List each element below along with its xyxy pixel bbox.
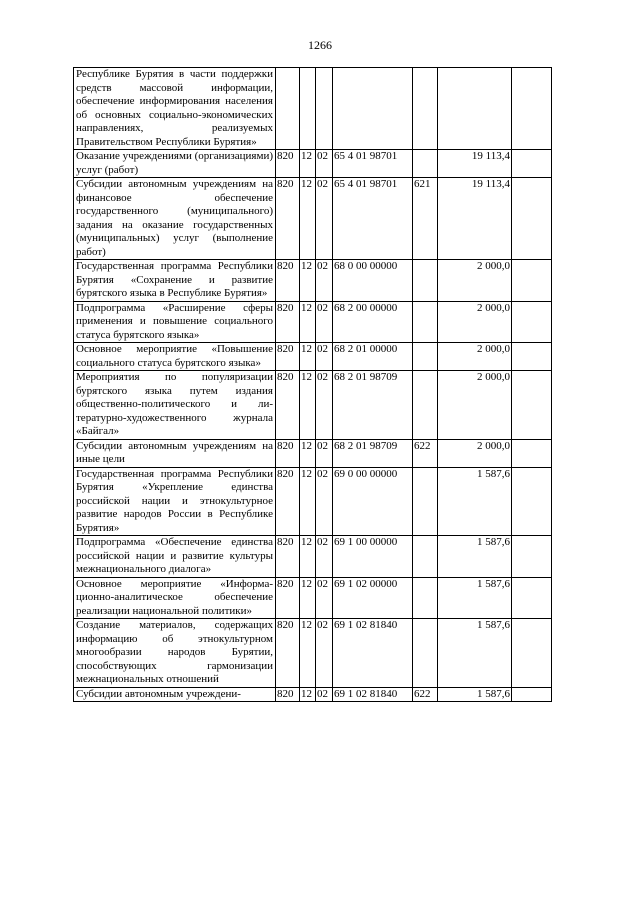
row-section-code: 12 (300, 178, 316, 260)
row-ved-code: 820 (276, 619, 300, 688)
row-extra-cell (512, 577, 552, 619)
row-section-code: 12 (300, 619, 316, 688)
table-row (74, 301, 552, 343)
table-row (74, 439, 552, 467)
row-name: Субсидии автономным учреждениям на финансовое обеспечение государственного (муниципального) задания на оказание государственных (муниципальных) услуг (выполнение работ) (74, 178, 276, 260)
row-extra-cell (512, 68, 552, 150)
row-ved-code: 820 (276, 439, 300, 467)
row-name: Основное мероприятие «Повышение социального статуса бурятского языка» (74, 343, 276, 371)
row-target-article (333, 68, 413, 150)
row-section-code: 12 (300, 467, 316, 536)
row-subsection-code: 02 (316, 343, 333, 371)
row-amount: 1 587,6 (438, 536, 512, 578)
row-subsection-code: 02 (316, 260, 333, 302)
table-row (74, 467, 552, 536)
row-expense-type (413, 577, 438, 619)
row-ved-code: 820 (276, 260, 300, 302)
row-name: Субсидии автономным учреждениям на иные цели (74, 439, 276, 467)
table-row (74, 178, 552, 260)
row-ved-code: 820 (276, 577, 300, 619)
row-target-article: 69 1 02 81840 (333, 619, 413, 688)
table-row (74, 619, 552, 688)
row-extra-cell (512, 619, 552, 688)
row-extra-cell (512, 301, 552, 343)
row-subsection-code (316, 68, 333, 150)
row-expense-type (413, 68, 438, 150)
row-amount: 19 113,4 (438, 178, 512, 260)
table-row (74, 260, 552, 302)
row-subsection-code: 02 (316, 150, 333, 178)
row-target-article: 69 1 00 00000 (333, 536, 413, 578)
row-name: Республике Бурятия в части поддержки средств массовой информации, обеспечение информирования населения об основных социально-экономических направлениях, реализуемых Правительством Республики Бурятия» (74, 68, 276, 150)
row-expense-type (413, 619, 438, 688)
row-ved-code: 820 (276, 536, 300, 578)
row-expense-type: 621 (413, 178, 438, 260)
row-expense-type (413, 301, 438, 343)
row-section-code: 12 (300, 577, 316, 619)
row-target-article: 68 2 01 00000 (333, 343, 413, 371)
row-section-code: 12 (300, 301, 316, 343)
row-amount: 1 587,6 (438, 467, 512, 536)
row-ved-code: 820 (276, 371, 300, 440)
row-section-code: 12 (300, 371, 316, 440)
row-ved-code: 820 (276, 150, 300, 178)
row-name: Подпрограмма «Обеспечение единства российской нации и развитие культуры межнационального диалога» (74, 536, 276, 578)
row-name: Оказание учреждениями (организациями) услуг (работ) (74, 150, 276, 178)
row-subsection-code: 02 (316, 439, 333, 467)
row-name: Государственная программа Республики Бурятия «Сохранение и развитие бурятского языка в Республике Бурятия» (74, 260, 276, 302)
row-target-article: 69 0 00 00000 (333, 467, 413, 536)
table-row (74, 150, 552, 178)
row-section-code: 12 (300, 687, 316, 702)
row-amount: 2 000,0 (438, 371, 512, 440)
table-row (74, 687, 552, 702)
row-subsection-code: 02 (316, 371, 333, 440)
row-target-article: 68 2 00 00000 (333, 301, 413, 343)
row-name: Подпрограмма «Расширение сферы применения и повышение социального статуса бурятского языка» (74, 301, 276, 343)
row-name: Субсидии автономным учреждени- (74, 687, 276, 702)
row-subsection-code: 02 (316, 619, 333, 688)
row-expense-type (413, 260, 438, 302)
row-section-code: 12 (300, 343, 316, 371)
table-row (74, 371, 552, 440)
row-ved-code: 820 (276, 343, 300, 371)
row-amount: 1 587,6 (438, 619, 512, 688)
row-extra-cell (512, 260, 552, 302)
row-subsection-code: 02 (316, 178, 333, 260)
row-expense-type (413, 536, 438, 578)
row-ved-code (276, 68, 300, 150)
row-section-code: 12 (300, 150, 316, 178)
budget-table (73, 67, 552, 702)
row-target-article: 68 2 01 98709 (333, 439, 413, 467)
row-amount: 1 587,6 (438, 687, 512, 702)
row-amount: 2 000,0 (438, 343, 512, 371)
row-extra-cell (512, 439, 552, 467)
row-ved-code: 820 (276, 301, 300, 343)
row-name: Государственная программа Республики Бурятия «Укрепление единства российской нации и этнокультурное развитие народов России в Республике Бурятия» (74, 467, 276, 536)
page-number: 1266 (308, 38, 332, 52)
table-row (74, 68, 552, 150)
row-target-article: 69 1 02 81840 (333, 687, 413, 702)
row-extra-cell (512, 150, 552, 178)
row-amount: 1 587,6 (438, 577, 512, 619)
row-extra-cell (512, 687, 552, 702)
row-amount: 2 000,0 (438, 439, 512, 467)
row-target-article: 65 4 01 98701 (333, 178, 413, 260)
row-subsection-code: 02 (316, 301, 333, 343)
row-ved-code: 820 (276, 467, 300, 536)
row-extra-cell (512, 371, 552, 440)
row-expense-type (413, 343, 438, 371)
table-row (74, 577, 552, 619)
table-row (74, 536, 552, 578)
row-name: Основное мероприятие «Информационно-аналитическое обеспечение реализации национальной политики» (74, 577, 276, 619)
row-amount: 2 000,0 (438, 260, 512, 302)
row-name: Создание материалов, содержащих информацию об этнокультурном многообразии народов Бурятии, способствующих гармонизации межнациональных отношений (74, 619, 276, 688)
row-section-code (300, 68, 316, 150)
row-expense-type: 622 (413, 687, 438, 702)
row-ved-code: 820 (276, 687, 300, 702)
row-target-article: 68 0 00 00000 (333, 260, 413, 302)
row-extra-cell (512, 467, 552, 536)
row-expense-type (413, 150, 438, 178)
row-target-article: 69 1 02 00000 (333, 577, 413, 619)
row-target-article: 68 2 01 98709 (333, 371, 413, 440)
row-extra-cell (512, 343, 552, 371)
row-subsection-code: 02 (316, 577, 333, 619)
row-subsection-code: 02 (316, 687, 333, 702)
row-amount: 2 000,0 (438, 301, 512, 343)
row-section-code: 12 (300, 260, 316, 302)
row-expense-type: 622 (413, 439, 438, 467)
row-section-code: 12 (300, 536, 316, 578)
row-expense-type (413, 371, 438, 440)
row-amount (438, 68, 512, 150)
row-extra-cell (512, 536, 552, 578)
row-subsection-code: 02 (316, 536, 333, 578)
row-expense-type (413, 467, 438, 536)
row-subsection-code: 02 (316, 467, 333, 536)
row-extra-cell (512, 178, 552, 260)
table-row (74, 343, 552, 371)
row-name: Мероприятия по популяризации бурятского языка путем издания общественно-политического и литературно-художественного журнала «Байгал» (74, 371, 276, 440)
row-ved-code: 820 (276, 178, 300, 260)
row-section-code: 12 (300, 439, 316, 467)
table-body (74, 68, 552, 702)
row-target-article: 65 4 01 98701 (333, 150, 413, 178)
row-amount: 19 113,4 (438, 150, 512, 178)
